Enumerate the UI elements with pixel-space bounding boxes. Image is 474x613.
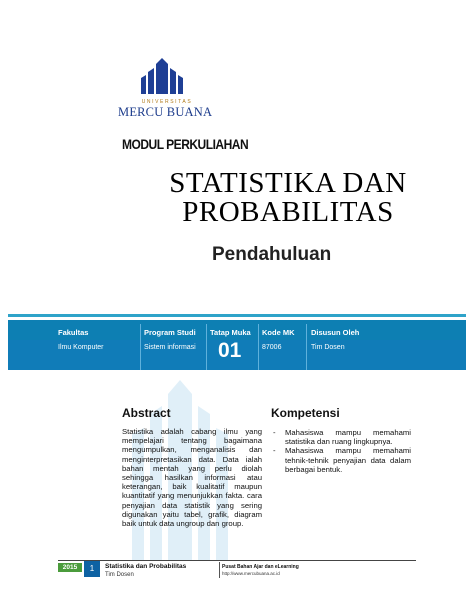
value-fakultas: Ilmu Komputer (58, 344, 104, 351)
footer-separator (219, 562, 220, 578)
info-table-divider (140, 324, 141, 370)
footer-course-title: Statistika dan Probabilitas (105, 563, 187, 570)
info-table-divider (206, 324, 207, 370)
footer-divider (58, 560, 416, 561)
logo-university-label: UNIVERSITAS (141, 99, 193, 105)
header-program-studi: Program Studi (144, 328, 196, 337)
abstract-heading: Abstract (122, 406, 171, 420)
footer-year-badge: 2015 (58, 563, 82, 572)
footer-center-name: Pusat Bahan Ajar dan eLearning (222, 564, 299, 570)
info-table-divider (306, 324, 307, 370)
document-title-line1: STATISTIKA DAN (169, 167, 407, 199)
footer-url-link[interactable]: http://www.mercubuana.ac.id (222, 571, 280, 576)
modul-label: MODUL PERKULIAHAN (122, 136, 249, 152)
abstract-text: Statistika adalah cabang ilmu yang mempelajari tentang bagaimana mengumpulkan, menganalisis dan menginterpretasikan data. Data ialah bahan mentah yang perlu diolah sehingga hasilkan informasi atau keterangan, baik kualitatif maupun kuantitatif yang menunjukkan fakta. cara penyajian data statistik yang sering digunakan yaitu tabel, grafik, diagram baik untuk data ungroup dan group. (122, 427, 262, 529)
document-title-line2: PROBABILITAS (182, 196, 394, 228)
header-fakultas: Fakultas (58, 328, 89, 337)
kompetensi-item: - Mahasiswa mampu memahami tehnik-tehnik penyajian data dalam berbagai bentuk. (271, 446, 411, 474)
band-accent-line (8, 314, 466, 317)
kompetensi-heading: Kompetensi (271, 406, 340, 420)
kompetensi-item: - Mahasiswa mampu memahami statistika dan ruang lingkupnya. (271, 428, 411, 446)
footer-page-number: 1 (84, 561, 100, 577)
header-kode-mk: Kode MK (262, 328, 295, 337)
kompetensi-list (271, 428, 411, 474)
value-kode-mk: 87006 (262, 344, 282, 351)
value-disusun-oleh: Tim Dosen (311, 344, 345, 351)
info-table-divider (258, 324, 259, 370)
document-subtitle: Pendahuluan (212, 244, 332, 265)
value-tatap-muka: 01 (218, 339, 242, 362)
value-program-studi: Sistem informasi (144, 344, 196, 351)
header-tatap-muka: Tatap Muka (210, 328, 251, 337)
header-disusun-oleh: Disusun Oleh (311, 328, 360, 337)
logo-university-name: MERCU BUANA (118, 105, 213, 119)
footer-author: Tim Dosen (105, 572, 134, 578)
